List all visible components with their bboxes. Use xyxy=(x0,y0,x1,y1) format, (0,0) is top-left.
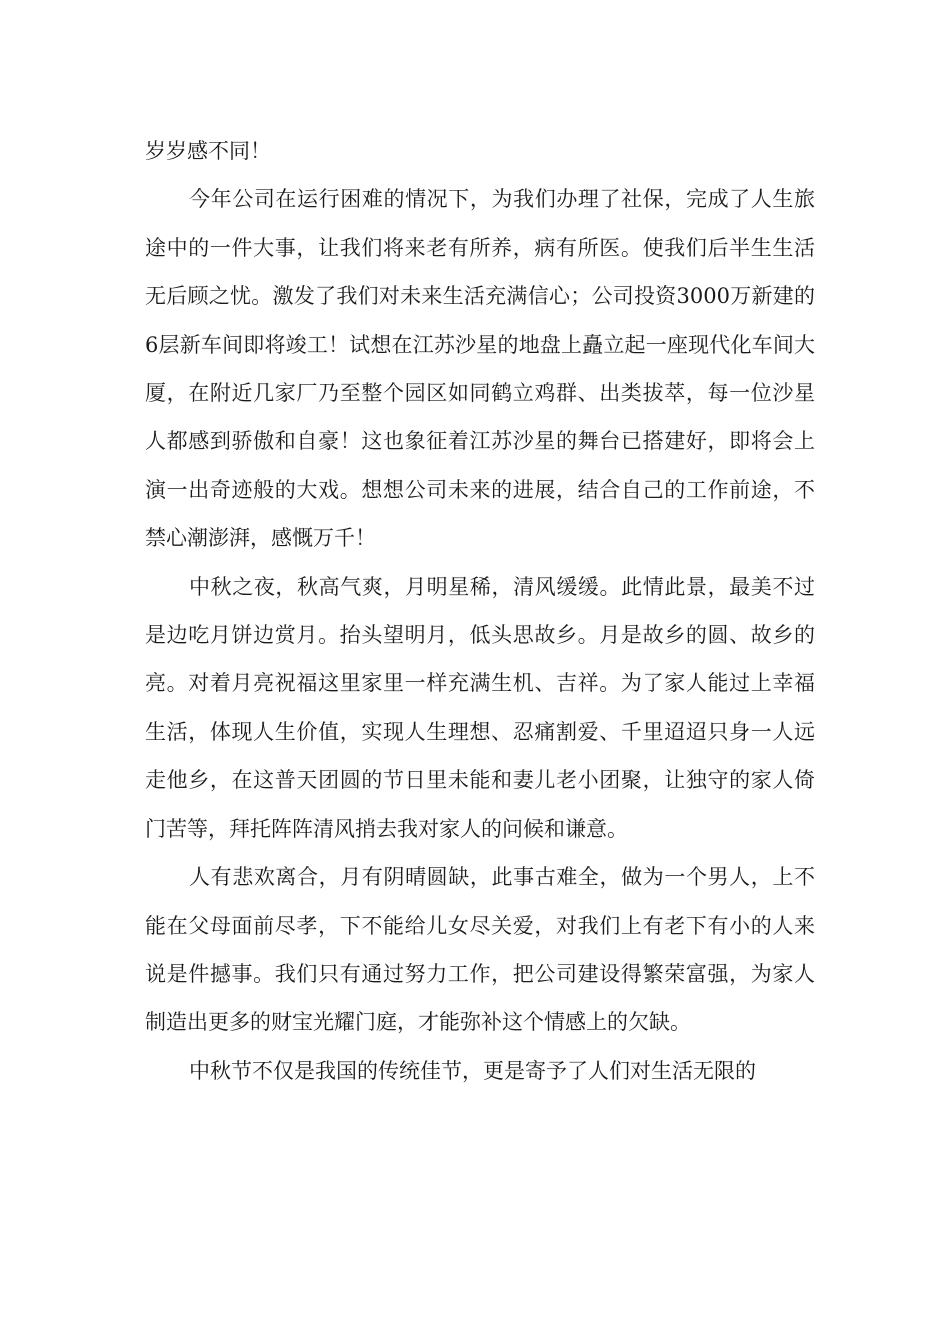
paragraph-1: 岁岁感不同！ xyxy=(145,139,271,163)
paragraph-3: 中秋之夜，秋高气爽，月明星稀，清风缓缓。此情此景，最美不过是边吃月饼边赏月。抬头望明月，低头思故乡。月是故乡的圆、故乡的亮。对着月亮祝福这里家里一样充满生机、吉祥。为了家人能过上幸福生活，体现人生价值，实现人生理想、忍痛割爱、千里迢迢只身一人远走他乡，在这普天团圆的节日里未能和妻儿老小团聚，让独守的家人倚门苦等，拜托阵阵清风捎去我对家人的问候和谦意。 xyxy=(145,574,815,841)
paragraph-2: 今年公司在运行困难的情况下，为我们办理了社保，完成了人生旅途中的一件大事，让我们将来老有所养，病有所医。使我们后半生生活无后顾之忧。激发了我们对未来生活充满信心；公司投资3000万新建的6层新车间即将竣工！试想在江苏沙星的地盘上矗立起一座现代化车间大厦，在附近几家厂乃至整个园区如同鹤立鸡群、出类拔萃，每一位沙星人都感到骄傲和自豪！这也象征着江苏沙星的舞台已搭建好，即将会上演一出奇迹般的大戏。想想公司未来的进展，结合自己的工作前途，不禁心潮澎湃，感慨万千！ xyxy=(145,187,815,551)
paragraph-4: 人有悲欢离合，月有阴晴圆缺，此事古难全，做为一个男人，上不能在父母面前尽孝，下不能给儿女尽关爱，对我们上有老下有小的人来说是件撼事。我们只有通过努力工作，把公司建设得繁荣富强，为家人制造出更多的财宝光耀门庭，才能弥补这个情感上的欠缺。 xyxy=(145,865,815,1035)
paragraph-5: 中秋节不仅是我国的传统佳节，更是寄予了人们对生活无限的 xyxy=(189,1058,756,1083)
document-body xyxy=(145,127,815,1095)
